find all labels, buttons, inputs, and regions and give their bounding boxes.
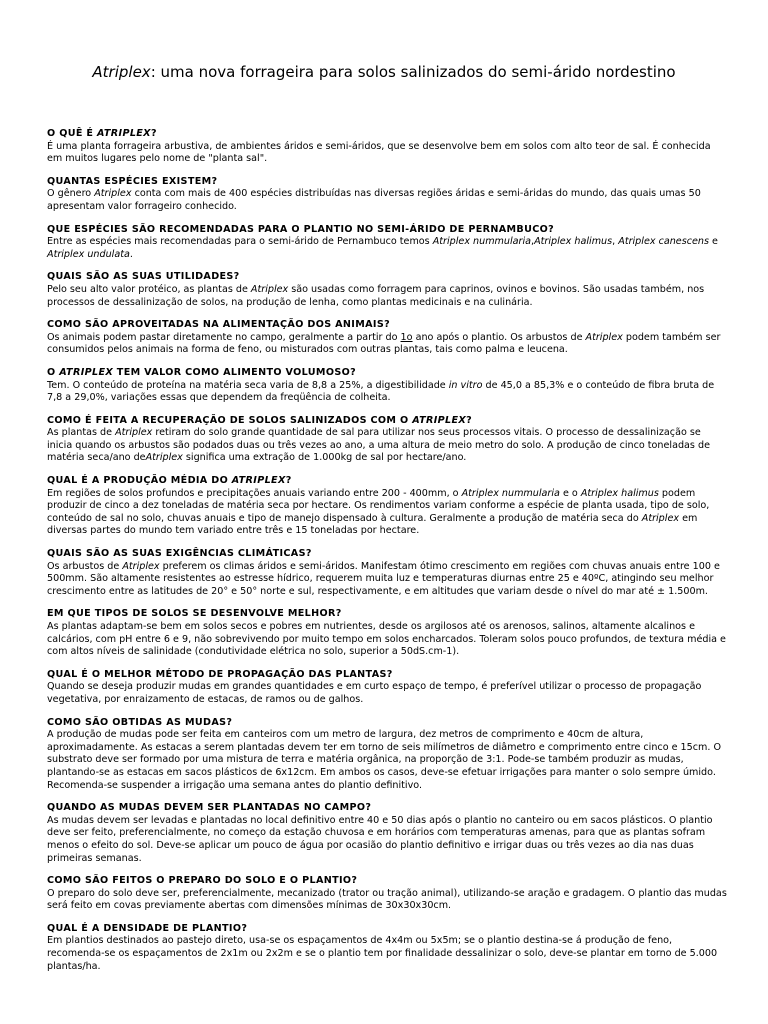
faq-section: [47, 367, 727, 405]
text-run: O preparo do solo deve ser, preferencialmente, mecanizado (trator ou tração animal), utilizando-se aração e gradagem. O plantio das mudas será feito em covas previamente abertas com dimensões mínimas de 30x30x30cm.: [47, 887, 727, 912]
answer-paragraph: [47, 681, 727, 706]
italic-text: Atriplex undulata: [47, 248, 130, 260]
text-run: COMO SÃO APROVEITADAS NA ALIMENTAÇÃO DOS ANIMAIS?: [47, 319, 390, 331]
title-rest: : uma nova forrageira para solos salinizados do semi-árido nordestino: [150, 63, 676, 81]
question-heading: [47, 475, 727, 488]
faq-section: [47, 128, 727, 166]
question-heading: [47, 802, 727, 815]
answer-paragraph: [47, 561, 727, 599]
italic-text: ATRIPLEX: [59, 366, 114, 378]
faq-section: [47, 669, 727, 707]
text-run: significa uma extração de 1.000kg de sal por hectare/ano.: [182, 452, 467, 464]
faq-section: [47, 717, 727, 793]
faq-section: [47, 608, 727, 658]
italic-text: Atriplex nummularia: [432, 236, 532, 248]
document-body: [47, 128, 727, 983]
text-run: Em regiões de solos profundos e precipitações anuais variando entre 200 - 400mm, o: [47, 487, 462, 499]
text-run: e o: [559, 487, 581, 499]
answer-paragraph: [47, 380, 727, 405]
answer-paragraph: [47, 621, 727, 659]
answer-paragraph: [47, 888, 727, 913]
answer-paragraph: [47, 729, 727, 792]
italic-text: in vitro: [448, 379, 483, 391]
question-heading: [47, 415, 727, 428]
text-run: A produção de mudas pode ser feita em canteiros com um metro de largura, dez metros de comprimento e 40cm de altura, aproximadamente. As estacas a serem plantadas devem ter em torno de seis milímetros de diâmetro e comprimento entre cinco e 15cm. O substrato deve ser formado por uma mistura de terra e matéria orgânica, na proporção de 3:1. Pode-se também produzir as mudas, plantando-se as estacas em sacos plásticos de 6x12cm. Em ambos os casos, deve-se efetuar irrigações para manter o solo sempre úmido. Recomenda-se suspender a irrigação uma semana antes do plantio definitivo.: [47, 729, 722, 791]
faq-section: [47, 319, 727, 357]
italic-text: Atriplex nummularia: [461, 487, 560, 499]
faq-section: [47, 802, 727, 865]
text-run: O gênero: [47, 188, 95, 200]
text-run: conta com mais de 400 espécies distribuídas nas diversas regiões áridas e semi-áridas do mundo, das quais umas 50 apresentam valor forrageiro conhecido.: [47, 188, 701, 212]
question-heading: [47, 224, 727, 237]
italic-text: Atriplex: [94, 188, 132, 200]
text-run: QUAIS SÃO AS SUAS EXIGÊNCIAS CLIMÁTICAS?: [47, 548, 312, 560]
text-run: QUE ESPÉCIES SÃO RECOMENDADAS PARA O PLANTIO NO SEMI-ÁRIDO DE PERNAMBUCO?: [47, 223, 555, 235]
text-run: QUAL É A PRODUÇÃO MÉDIA DO: [47, 475, 232, 487]
question-heading: [47, 319, 727, 332]
italic-text: ATRIPLEX: [412, 414, 467, 426]
text-run: QUAL É A DENSIDADE DE PLANTIO?: [47, 922, 248, 934]
answer-paragraph: [47, 236, 727, 261]
faq-section: [47, 415, 727, 465]
text-run: em diversas partes do mundo tem variado entre três e 15 toneladas por hectare.: [47, 512, 698, 537]
answer-paragraph: [47, 815, 727, 865]
answer-paragraph: [47, 188, 727, 213]
text-run: COMO É FEITA A RECUPERAÇÃO DE SOLOS SALINIZADOS COM O: [47, 414, 413, 426]
text-run: As mudas devem ser levadas e plantadas no local definitivo entre 40 e 50 dias após o plantio no canteiro ou em sacos plásticos. O plantio deve ser feito, preferencialmente, no começo da estação chuvosa e em horários com temperaturas amenas, para que as plantas sofram menos o efeito do sol. Deve-se aplicar um pouco de água por ocasião do plantio definitivo e irrigar duas ou três vezes ao dia nas duas primeiras semanas.: [47, 814, 713, 864]
text-run: e: [708, 236, 718, 248]
text-run: Os arbustos de: [47, 560, 123, 572]
text-run: QUANDO AS MUDAS DEVEM SER PLANTADAS NO CAMPO?: [47, 802, 372, 814]
text-run: são usadas como forragem para caprinos, ovinos e bovinos. São usadas também, nos processos de dessalinização de solos, na produção de lenha, como plantas medicinais e na culinária.: [47, 283, 705, 308]
faq-section: [47, 475, 727, 538]
text-run: COMO SÃO OBTIDAS AS MUDAS?: [47, 716, 233, 728]
text-run: ?: [466, 414, 473, 426]
question-heading: [47, 717, 727, 730]
text-run: Os animais podem pastar diretamente no campo, geralmente a partir do: [47, 331, 401, 343]
italic-text: Atriplex canescens: [618, 236, 709, 248]
italic-text: Atriplex: [115, 427, 153, 439]
text-run: As plantas adaptam-se bem em solos secos e pobres em nutrientes, desde os argilosos até os arenosos, salinos, altamente alcalinos e calcários, com pH entre 6 e 9, não sobrevivendo por muito tempo em solos encharcados. Toleram solos pouco profundos, de textura média e com altos níveis de salinidade (condutividade elétrica no solo, superior a 50dS.cm-1).: [47, 621, 726, 658]
text-run: EM QUE TIPOS DE SOLOS SE DESENVOLVE MELHOR?: [47, 608, 342, 620]
faq-section: [47, 923, 727, 973]
text-run: É uma planta forrageira arbustiva, de ambientes áridos e semi-áridos, que se desenvolve bem em solos com alto teor de sal. É conhecida em muitos lugares pelo nome de "planta sal".: [47, 140, 711, 165]
text-run: QUAL É O MELHOR MÉTODO DE PROPAGAÇÃO DAS PLANTAS?: [47, 668, 393, 680]
question-heading: [47, 548, 727, 561]
question-heading: [47, 875, 727, 888]
text-run: O QUÊ É: [47, 128, 98, 139]
text-run: de 45,0 a 85,3% e o conteúdo de fibra bruta de 7,8 a 29,0%, variações essas que dependem da freqüência de colheita.: [47, 379, 715, 404]
answer-paragraph: [47, 427, 727, 465]
text-run: preferem os climas áridos e semi-áridos. Manifestam ótimo crescimento em regiões com chuvas anuais entre 100 e 500mm. São altamente resistentes ao estresse hídrico, requerem muita luz e temperaturas diurnas entre 25 e 40ºC, atingindo seu melhor crescimento entre as latitudes de 20° e 50° norte e sul, respectivamente, e em altitudes que variam desde o nível do mar até ± 1.500m.: [47, 560, 720, 597]
text-run: ?: [285, 475, 292, 487]
italic-text: Atriplex: [641, 512, 680, 524]
faq-section: [47, 176, 727, 214]
text-run: TEM VALOR COMO ALIMENTO VOLUMOSO?: [113, 366, 357, 378]
question-heading: [47, 367, 727, 380]
question-heading: [47, 271, 727, 284]
italic-text: Atriplex: [122, 560, 160, 572]
answer-paragraph: [47, 141, 727, 166]
italic-text: Atriplex: [250, 283, 289, 295]
question-heading: [47, 923, 727, 936]
text-run: ,: [612, 236, 619, 248]
text-run: .: [129, 248, 133, 260]
italic-text: Atriplex halimus: [534, 236, 613, 248]
text-run: O: [47, 366, 60, 378]
underlined-text: 1o: [400, 331, 413, 343]
text-run: Em plantios destinados ao pastejo direto, usa-se os espaçamentos de 4x4m ou 5x5m; se o plantio destina-se á produção de feno, recomenda-se os espaçamentos de 2x1m ou 2x2m e se o plantio tem por finalidade dessalinizar o solo, deve-se plantar em torno de 5.000 plantas/ha.: [47, 935, 718, 972]
faq-section: [47, 224, 727, 262]
text-run: As plantas de: [47, 427, 116, 439]
text-run: Quando se deseja produzir mudas em grandes quantidades e em curto espaço de tempo, é preferível utilizar o processo de propagação vegetativa, por enraizamento de estacas, de ramos ou de galhos.: [47, 681, 702, 705]
italic-text: Atriplex halimus: [580, 487, 659, 499]
text-run: podem produzir de cinco a dez toneladas de matéria seca por hectare. Os rendimentos variam conforme a espécie de planta usada, tipo de solo, conteúdo de sal no solo, chuvas anuais e tipo de manejo dispensado à cultura. Geralmente a produção de matéria seca do: [47, 487, 710, 524]
text-run: Pelo seu alto valor protéico, as plantas de: [47, 283, 251, 295]
text-run: Entre as espécies mais recomendadas para o semi-árido de Pernambuco temos: [47, 236, 433, 248]
question-heading: [47, 608, 727, 621]
answer-paragraph: [47, 935, 727, 973]
text-run: QUANTAS ESPÉCIES EXISTEM?: [47, 175, 218, 187]
question-heading: [47, 669, 727, 682]
text-run: podem também ser consumidos pelos animais na forma de feno, ou misturados com outras plantas, tais como palma e leucena.: [47, 331, 721, 356]
question-heading: [47, 128, 727, 141]
italic-text: ATRIPLEX: [231, 475, 286, 487]
italic-text: Atriplex: [145, 452, 183, 464]
text-run: ano após o plantio. Os arbustos de: [412, 331, 586, 343]
text-run: retiram do solo grande quantidade de sal para utilizar nos seus processos vitais. O processo de dessalinização se inicia quando os arbustos são podados duas ou três vezes ao ano, a uma altura de meio metro do solo. A produção de cinco toneladas de matéria seca/ano de: [47, 427, 710, 464]
text-run: Tem. O conteúdo de proteína na matéria seca varia de 8,8 a 25%, a digestibilidade: [47, 379, 449, 391]
answer-paragraph: [47, 284, 727, 309]
faq-section: [47, 875, 727, 913]
faq-section: [47, 548, 727, 598]
faq-section: [47, 271, 727, 309]
document-title: [0, 61, 768, 83]
text-run: QUAIS SÃO AS SUAS UTILIDADES?: [47, 271, 240, 283]
italic-text: ATRIPLEX: [97, 128, 151, 139]
answer-paragraph: [47, 332, 727, 357]
title-genus: Atriplex: [92, 63, 151, 81]
answer-paragraph: [47, 488, 727, 538]
text-run: COMO SÃO FEITOS O PREPARO DO SOLO E O PLANTIO?: [47, 875, 358, 887]
question-heading: [47, 176, 727, 189]
italic-text: Atriplex: [585, 331, 623, 343]
text-run: ,: [531, 236, 535, 248]
text-run: ?: [150, 128, 157, 139]
